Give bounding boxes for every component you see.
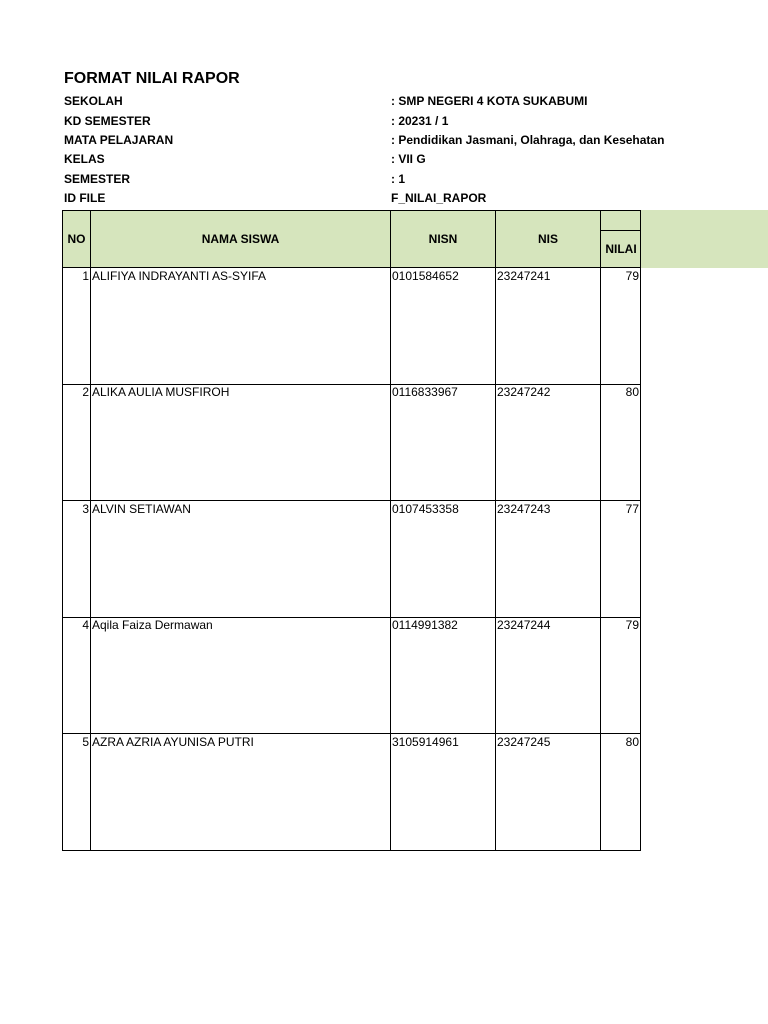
cell-no: 2 [82, 385, 89, 399]
cell-nama-siswa: ALVIN SETIAWAN [92, 502, 191, 516]
cell-nilai: 79 [625, 618, 639, 632]
grid-top [62, 210, 641, 211]
cell-nisn: 0116833967 [392, 385, 458, 399]
grid-nilai-split [600, 230, 641, 231]
info-value-semester: : 1 [391, 172, 406, 186]
cell-nama-siswa: Aqila Faiza Dermawan [92, 618, 213, 632]
header-nisn: NISN [391, 211, 495, 267]
header-nis: NIS [496, 211, 600, 267]
cell-nama-siswa: ALIFIYA INDRAYANTI AS-SYIFA [92, 269, 267, 283]
grid-col-nisn [495, 210, 496, 851]
info-value-id-file: F_NILAI_RAPOR [391, 191, 487, 205]
cell-nilai: 77 [625, 502, 639, 516]
cell-no: 3 [82, 502, 89, 516]
info-value-mata-pelajaran: : Pendidikan Jasmani, Olahraga, dan Kesehatan [391, 133, 665, 147]
cell-nisn: 3105914961 [392, 735, 459, 749]
grid-row-2 [62, 500, 641, 501]
cell-nilai: 79 [625, 269, 639, 283]
header-nilai: NILAI [601, 231, 641, 267]
info-label-id-file: ID FILE [64, 191, 106, 205]
grid-row-4 [62, 733, 641, 734]
cell-nis: 23247241 [497, 269, 551, 283]
cell-nis: 23247242 [497, 385, 551, 399]
cell-nis: 23247243 [497, 502, 551, 516]
info-label-sekolah: SEKOLAH [64, 94, 123, 108]
header-group-top [601, 211, 641, 230]
cell-nisn: 0114991382 [392, 618, 458, 632]
info-label-semester: SEMESTER [64, 172, 131, 186]
cell-nilai: 80 [625, 735, 639, 749]
cell-no: 4 [82, 618, 89, 632]
cell-nama-siswa: AZRA AZRIA AYUNISA PUTRI [92, 735, 254, 749]
cell-nisn: 0107453358 [392, 502, 459, 516]
grid-header-bottom [62, 267, 641, 268]
info-label-kelas: KELAS [64, 152, 105, 166]
header-nama-siswa: NAMA SISWA [91, 211, 390, 267]
grid-col-no [90, 210, 91, 851]
grid-col-name [390, 210, 391, 851]
grid-col-right [640, 210, 641, 851]
info-label-mata-pelajaran: MATA PELAJARAN [64, 133, 174, 147]
page-title: FORMAT NILAI RAPOR [64, 70, 240, 87]
info-value-kelas: : VII G [391, 152, 426, 166]
cell-nilai: 80 [625, 385, 639, 399]
info-value-sekolah: : SMP NEGERI 4 KOTA SUKABUMI [391, 94, 588, 108]
cell-nis: 23247245 [497, 735, 551, 749]
cell-nisn: 0101584652 [392, 269, 459, 283]
grid-col-left [62, 210, 63, 851]
grid-bottom [62, 850, 641, 851]
cell-no: 1 [82, 269, 89, 283]
cell-nama-siswa: ALIKA AULIA MUSFIROH [92, 385, 230, 399]
info-value-kd-semester: : 20231 / 1 [391, 114, 449, 128]
info-label-kd-semester: KD SEMESTER [64, 114, 151, 128]
cell-no: 5 [82, 735, 89, 749]
grid-col-nis [600, 210, 601, 851]
header-no: NO [63, 211, 90, 267]
header-fill-extension [641, 210, 768, 268]
cell-nis: 23247244 [497, 618, 551, 632]
